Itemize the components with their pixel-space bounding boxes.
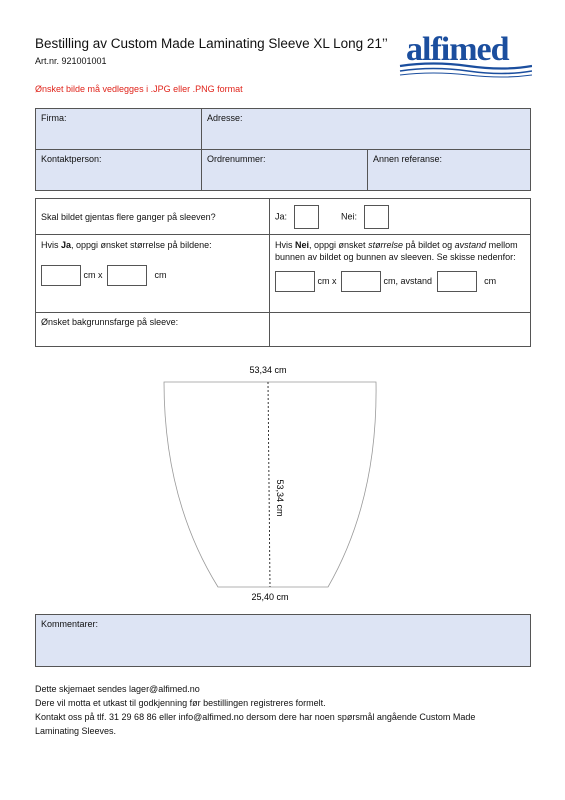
sleeve-sketch [150, 360, 390, 608]
kontaktperson-label: Kontaktperson: [41, 154, 102, 164]
ja-height-input[interactable] [107, 265, 147, 286]
footer-line-3: Kontakt oss på tlf. 31 29 68 86 eller info@alfimed.no dersom dere har noen spørsmål angående Custom Made Laminating Sleeves. [35, 712, 476, 736]
firma-label: Firma: [41, 113, 67, 123]
footer-line-1: Dette skjemaet sendes lager@alfimed.no [35, 684, 200, 694]
sketch-top-width: 53,34 cm [249, 365, 287, 375]
repeat-question-cell [36, 199, 270, 235]
adresse-label: Adresse: [207, 113, 243, 123]
nei-instruction-post: mellom bunnen av bildet og bunnen av sleeven. Se skisse nedenfor: [275, 240, 518, 262]
nei-label: Nei: [341, 210, 358, 221]
ja-size-cell [36, 235, 270, 313]
ja-label: Ja: [275, 210, 288, 221]
ja-cm-x-label: cm x [83, 269, 103, 280]
nei-height-input[interactable] [341, 271, 381, 292]
ja-width-input[interactable] [41, 265, 81, 286]
comments-label: Kommentarer: [41, 619, 99, 629]
comments-table [35, 614, 531, 667]
sketch-bottom-width: 25,40 cm [251, 592, 289, 602]
nei-width-input[interactable] [275, 271, 315, 292]
footer-text [35, 682, 505, 738]
ja-nei-cell [270, 199, 531, 235]
options-table [35, 198, 531, 347]
nei-cm-avstand-label: cm, avstand [383, 275, 433, 286]
nei-instruction-distance: avstand [454, 240, 487, 250]
contact-table [35, 108, 531, 191]
nei-cm-x-label: cm x [317, 275, 337, 286]
nei-instruction-pre: Hvis [275, 240, 295, 250]
ordrenummer-label: Ordrenummer: [207, 154, 266, 164]
ja-cm-label: cm [154, 269, 167, 280]
background-color-label: Ønsket bakgrunnsfarge på sleeve: [41, 317, 179, 327]
ja-instruction-post: , oppgi ønsket størrelse på bildene: [71, 240, 212, 250]
firma-field[interactable] [36, 109, 202, 150]
comments-field[interactable] [36, 615, 531, 667]
nei-cm-label: cm [484, 275, 497, 286]
logo-text: alfimed [406, 31, 509, 68]
nei-distance-input[interactable] [437, 271, 477, 292]
nei-instruction-word: Nei [295, 240, 310, 250]
kontaktperson-field[interactable] [36, 150, 202, 191]
height-dashed-line [268, 382, 270, 587]
background-color-label-cell [36, 313, 270, 347]
page-title: Bestilling av Custom Made Laminating Sleeve XL Long 21’’ [35, 36, 388, 51]
annen-referanse-label: Annen referanse: [373, 154, 443, 164]
nei-instruction-mid2: på bildet og [403, 240, 455, 250]
nei-checkbox[interactable] [364, 205, 389, 229]
ordrenummer-field[interactable] [202, 150, 368, 191]
sleeve-outline [164, 382, 376, 587]
ja-instruction-pre: Hvis [41, 240, 61, 250]
footer-line-2: Dere vil motta et utkast til godkjenning før bestillingen registreres formelt. [35, 698, 326, 708]
ja-instruction-word: Ja [61, 240, 72, 250]
background-color-input[interactable] [270, 313, 531, 347]
article-number: Art.nr. 921001001 [35, 56, 107, 66]
ja-checkbox[interactable] [294, 205, 319, 229]
annen-referanse-field[interactable] [368, 150, 531, 191]
sketch-height: 53,34 cm [275, 479, 285, 517]
nei-instruction-size: størrelse [368, 240, 404, 250]
nei-instruction-mid1: , oppgi ønsket [309, 240, 369, 250]
format-notice: Ønsket bilde må vedlegges i .JPG eller .PNG format [35, 84, 243, 94]
repeat-question: Skal bildet gjentas flere ganger på sleeven? [41, 211, 216, 222]
adresse-field[interactable] [202, 109, 531, 150]
alfimed-logo [398, 30, 532, 78]
nei-size-cell [270, 235, 531, 313]
